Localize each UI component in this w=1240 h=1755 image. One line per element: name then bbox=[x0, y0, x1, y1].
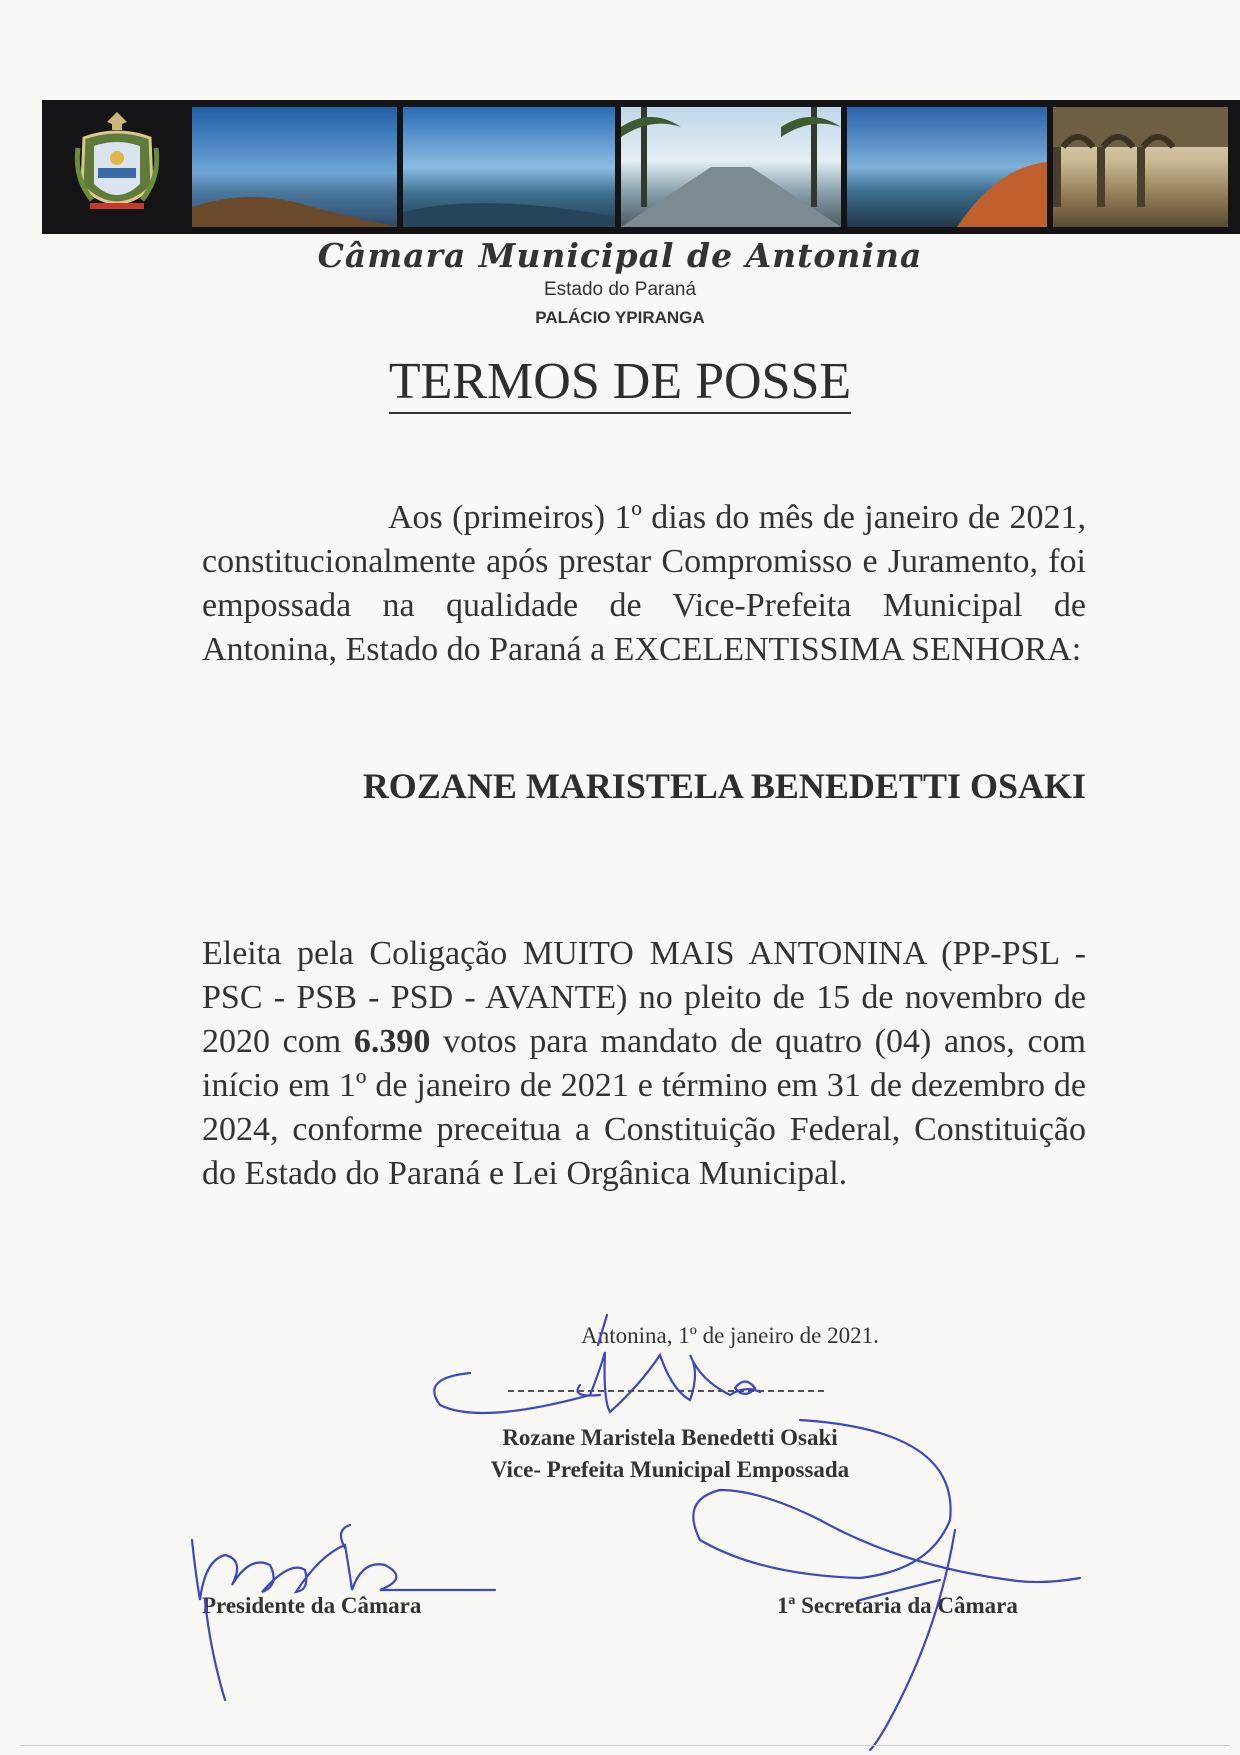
signature-loop-b bbox=[735, 1382, 755, 1395]
document-title-text: TERMOS DE POSSE bbox=[389, 353, 851, 414]
signature-presidente-hook bbox=[341, 1525, 350, 1548]
institution-name: Câmara Municipal de Antonina bbox=[317, 236, 923, 275]
header-banner bbox=[42, 100, 1240, 234]
photo-coast bbox=[403, 107, 615, 227]
president-signatory: Presidente da Câmara bbox=[202, 1593, 422, 1618]
page-bottom-edge bbox=[20, 1745, 1230, 1746]
election-text-end: votos para mandato de quatro (04) anos, com início em 1º de janeiro de 2021 e término em 31 de dezembro de 2024, conforme preceitua a Constituição Federal, Constituição do Estado do Paraná e Lei Orgânica Municipal. bbox=[202, 1023, 1086, 1192]
municipal-crest-icon bbox=[42, 100, 192, 234]
signature-line bbox=[508, 1390, 824, 1392]
photo-palm-promenade bbox=[621, 107, 841, 227]
signer-role: Vice- Prefeita Municipal Empossada bbox=[490, 1457, 850, 1482]
signer-name: Rozane Maristela Benedetti Osaki bbox=[502, 1425, 838, 1450]
signature-secretaria-tail bbox=[870, 1530, 955, 1750]
photo-rocks bbox=[847, 107, 1047, 227]
signature-presidente bbox=[192, 1540, 495, 1600]
votes-count: 6.390 bbox=[353, 1023, 431, 1060]
institution-palace: PALÁCIO YPIRANGA bbox=[535, 308, 705, 327]
honoree-name: ROZANE MARISTELA BENEDETTI OSAKI bbox=[362, 766, 1086, 806]
paragraph-election bbox=[202, 932, 1086, 1196]
photo-arcade bbox=[1053, 107, 1228, 227]
signature-vice-prefeita bbox=[434, 1352, 760, 1413]
election-text-start: Eleita pela Coligação MUITO MAIS ANTONINA (PP-PSL - PSC - PSB - PSD - AVANTE) no pleito de 15 de novembro de 2020 com bbox=[202, 935, 1086, 1060]
institution-state: Estado do Paraná bbox=[543, 279, 697, 300]
paragraph-appointment: Aos (primeiros) 1º dias do mês de janeiro de 2021, constitucionalmente após prestar Compromisso e Juramento, foi empossada na qualidade de Vice-Prefeita Municipal de Antonina, Estado do Paraná a EXCELENTISSIMA SENHORA: bbox=[202, 499, 1086, 668]
document-title bbox=[0, 352, 1240, 411]
secretary-signatory: 1ª Secretaria da Câmara bbox=[777, 1593, 1018, 1618]
place-date: Antonina, 1º de janeiro de 2021. bbox=[581, 1323, 879, 1348]
photo-bay bbox=[192, 107, 397, 227]
